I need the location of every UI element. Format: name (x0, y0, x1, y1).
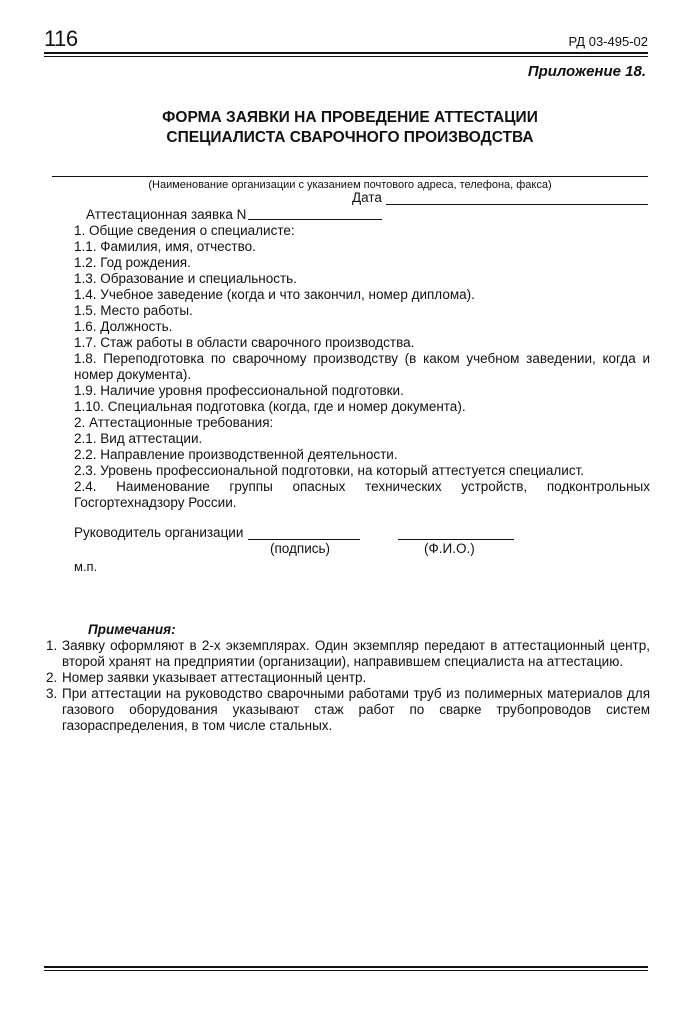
notes-title: Примечания: (88, 622, 176, 637)
note-number: 2. (46, 670, 58, 685)
request-number-fill-line (248, 219, 382, 220)
form-item: номер документа). (74, 367, 192, 382)
signature-caption: (подпись) (270, 541, 331, 556)
form-item: Госгортехнадзору России. (74, 495, 237, 510)
date-fill-line (386, 204, 648, 205)
request-number-label: Аттестационная заявка N (86, 207, 247, 222)
note-text: Номер заявки указывает аттестационный центр. (62, 670, 367, 685)
name-fill-line (398, 539, 514, 540)
organization-fill-line (52, 176, 648, 177)
page-number: 116 (44, 26, 78, 51)
note-item (46, 638, 650, 670)
notes-list (46, 638, 650, 734)
note-item (46, 670, 650, 686)
form-item: 1.5. Место работы. (74, 303, 193, 318)
note-number: 3. (46, 686, 58, 701)
header-rule-thin (44, 56, 648, 57)
note-number: 1. (46, 638, 58, 653)
form-item: 1.7. Стаж работы в области сварочного производства. (74, 335, 415, 350)
manager-signature-label: Руководитель организации (74, 525, 244, 540)
form-item: 2.1. Вид аттестации. (74, 431, 203, 446)
form-item: 2. Аттестационные требования: (74, 415, 274, 430)
form-item: 2.3. Уровень профессиональной подготовки, на который аттестуется специалист. (74, 463, 585, 478)
form-item: 1. Общие сведения о специалисте: (74, 223, 295, 238)
footer-rule-thin (44, 970, 648, 971)
form-item: 2.2. Направление производственной деятельности. (74, 447, 398, 462)
appendix-label: Приложение 18. (527, 63, 646, 80)
signature-fill-line (248, 539, 360, 540)
form-item: 1.2. Год рождения. (74, 255, 191, 270)
document-code: РД 03-495-02 (568, 34, 648, 49)
header-rule (44, 52, 648, 54)
note-item (46, 686, 650, 734)
name-caption: (Ф.И.О.) (424, 541, 475, 556)
note-text: Заявку оформляют в 2-х экземплярах. Один экземпляр передают в аттестационный центр, второй хранят на предприятии (организации), направившем специалиста на аттестацию. (62, 638, 650, 669)
organization-caption: (Наименование организации с указанием почтового адреса, телефона, факса) (148, 179, 552, 191)
form-item: 2.4. Наименование группы опасных технических устройств, подконтрольных (74, 479, 650, 494)
form-item: 1.3. Образование и специальность. (74, 271, 297, 286)
note-text: При аттестации на руководство сварочными работами труб из полимерных материалов для газового оборудования указывают стаж работ по сварке трубопроводов систем газораспределения, в том числе стальных. (62, 686, 650, 733)
form-item: 1.10. Специальная подготовка (когда, где и номер документа). (74, 399, 466, 414)
stamp-place-label: м.п. (74, 559, 98, 574)
form-items-list (74, 223, 650, 511)
footer-rule (44, 966, 648, 968)
form-title-line-1: ФОРМА ЗАЯВКИ НА ПРОВЕДЕНИЕ АТТЕСТАЦИИ (162, 109, 538, 126)
form-item: 1.6. Должность. (74, 319, 173, 334)
date-label: Дата (352, 190, 382, 205)
form-item: 1.9. Наличие уровня профессиональной подготовки. (74, 383, 404, 398)
form-item: 1.1. Фамилия, имя, отчество. (74, 239, 256, 254)
form-item: 1.4. Учебное заведение (когда и что закончил, номер диплома). (74, 287, 475, 302)
form-title-line-2: СПЕЦИАЛИСТА СВАРОЧНОГО ПРОИЗВОДСТВА (166, 129, 534, 146)
form-item: 1.8. Переподготовка по сварочному производству (в каком учебном заведении, когда и (74, 351, 650, 366)
